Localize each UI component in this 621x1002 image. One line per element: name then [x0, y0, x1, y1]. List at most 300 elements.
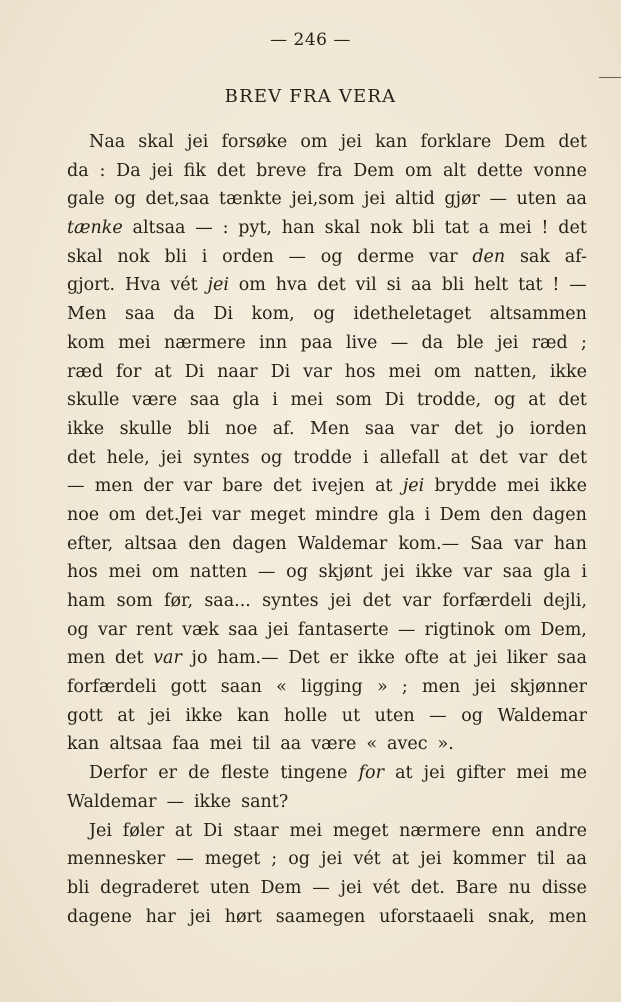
- word: forsøke: [221, 132, 288, 152]
- word: aa: [566, 849, 587, 870]
- word: var: [97, 619, 127, 640]
- word: der: [143, 476, 174, 497]
- word: gla: [387, 504, 416, 525]
- word: om: [238, 275, 266, 296]
- word: det: [273, 476, 302, 497]
- word: hos: [67, 562, 98, 583]
- word: »: [376, 677, 388, 698]
- word: ham: [67, 591, 106, 611]
- word: det.Jei: [145, 504, 203, 525]
- word: jei: [475, 648, 498, 669]
- word: i: [201, 246, 208, 267]
- word: Derfor: [89, 763, 148, 784]
- word: dette: [476, 160, 523, 181]
- word: ræd: [531, 332, 568, 353]
- word: degraderet: [100, 877, 200, 898]
- word: —: [257, 562, 276, 583]
- word: nu: [508, 877, 531, 898]
- word: nærmere: [399, 820, 481, 841]
- word: bli: [412, 218, 435, 239]
- word: uforstaaeli: [379, 906, 475, 927]
- word: Di: [213, 304, 233, 325]
- word: skulle: [67, 390, 120, 411]
- word: pyt,: [238, 218, 272, 239]
- word: om: [300, 132, 328, 152]
- word: syntes: [262, 591, 319, 611]
- word: bare: [222, 476, 263, 497]
- word: Saa: [470, 533, 504, 554]
- word: tat: [444, 218, 469, 239]
- word: idetheletaget: [353, 304, 472, 325]
- text-line: [67, 788, 587, 817]
- word: Dem: [260, 877, 302, 898]
- word: i: [581, 562, 587, 583]
- word: ligging: [301, 677, 363, 698]
- word: trodde,: [416, 390, 482, 411]
- word: har: [145, 906, 176, 927]
- word: altsammen: [489, 304, 587, 325]
- word: —: [569, 275, 587, 296]
- word: fik: [183, 160, 206, 181]
- word: ble: [456, 332, 484, 353]
- word: saamegen: [275, 906, 366, 927]
- word: var: [463, 562, 493, 583]
- word: kom: [67, 332, 105, 353]
- word: til: [252, 734, 271, 755]
- word: jei: [363, 189, 386, 210]
- word: aa: [280, 734, 302, 755]
- word: at: [450, 447, 469, 468]
- word: jei: [267, 619, 289, 640]
- word: og: [461, 705, 483, 726]
- word: tingene: [280, 763, 348, 784]
- word: den: [472, 246, 506, 267]
- word: brydde: [434, 476, 497, 497]
- word: bli: [441, 275, 465, 296]
- word: hos: [344, 361, 376, 382]
- word: avec: [387, 734, 428, 755]
- word: nok: [117, 246, 150, 267]
- word: sak: [519, 246, 550, 267]
- word: Waldemar: [497, 705, 587, 726]
- word: mei: [388, 361, 421, 382]
- word: natten,: [473, 361, 537, 382]
- word: skulle: [119, 418, 172, 439]
- word: :: [99, 160, 106, 181]
- text-line: [67, 157, 587, 186]
- word: mei: [209, 734, 243, 755]
- word: Det: [288, 648, 320, 669]
- word: og: [288, 849, 310, 870]
- text-line: [67, 128, 587, 157]
- word: andre: [535, 820, 587, 841]
- word: mei: [290, 390, 324, 411]
- text-line: [67, 644, 587, 673]
- word: skjønner: [510, 677, 587, 698]
- text-line: [67, 300, 587, 329]
- word: altsaa: [124, 533, 178, 554]
- word: var: [183, 476, 213, 497]
- text-line: [67, 472, 587, 501]
- word: Da: [116, 160, 141, 181]
- word: saa: [557, 648, 587, 669]
- word: kan: [67, 734, 100, 755]
- word: jei: [329, 591, 352, 611]
- word: men: [94, 476, 133, 497]
- word: i: [424, 504, 431, 525]
- word: ut: [341, 705, 361, 726]
- word: !: [541, 218, 549, 239]
- text-line: [67, 444, 587, 473]
- word: mindre: [315, 504, 379, 525]
- word: jei: [151, 160, 173, 181]
- word: kan: [237, 705, 270, 726]
- word: Dem,: [540, 619, 587, 640]
- word: det: [479, 447, 508, 468]
- word: tat: [518, 275, 543, 296]
- word: vonne: [533, 160, 587, 181]
- word: Di: [270, 361, 291, 382]
- word: mei: [506, 476, 540, 497]
- word: snak,: [488, 906, 535, 927]
- word: saa...: [204, 591, 251, 611]
- word: fleste: [220, 763, 270, 784]
- word: Hva: [124, 275, 161, 296]
- word: det: [216, 160, 246, 181]
- word: var: [153, 648, 182, 669]
- word: i: [272, 390, 278, 411]
- word: mei: [516, 763, 549, 784]
- text-line: [67, 558, 587, 587]
- word: kan: [375, 132, 408, 152]
- word: være: [311, 734, 357, 755]
- word: jo: [191, 648, 208, 669]
- word: gla: [232, 390, 260, 411]
- word: live: [345, 332, 378, 353]
- text-line: [67, 759, 587, 788]
- word: natten: [189, 562, 248, 583]
- word: kom.—: [398, 533, 460, 554]
- word: vét: [353, 849, 381, 870]
- word: gjort.: [67, 275, 116, 296]
- text-line: [67, 587, 587, 616]
- word: liker: [506, 648, 548, 669]
- word: om: [405, 160, 433, 181]
- word: nok: [370, 218, 403, 239]
- word: mei: [118, 332, 151, 353]
- word: nærmere: [163, 332, 246, 353]
- word: han: [281, 218, 315, 239]
- word: mei: [499, 218, 532, 239]
- word: det: [558, 218, 587, 239]
- word: skal: [67, 246, 103, 267]
- word: det: [558, 447, 587, 468]
- word: bli: [187, 418, 210, 439]
- word: saa: [502, 562, 533, 583]
- word: rent: [135, 619, 173, 640]
- word: gla: [543, 562, 571, 583]
- word: Jei: [89, 820, 112, 841]
- word: at: [391, 849, 410, 870]
- word: det,saa: [145, 189, 210, 210]
- word: i: [363, 447, 369, 468]
- word: da: [173, 304, 195, 325]
- word: at: [174, 820, 193, 841]
- word: meget: [250, 504, 306, 525]
- word: og: [493, 390, 516, 411]
- word: allefall: [379, 447, 440, 468]
- word: naar: [217, 361, 258, 382]
- word: tænkte: [219, 189, 282, 210]
- word: Bare: [455, 877, 498, 898]
- word: Men: [309, 418, 350, 439]
- word: at: [117, 705, 135, 726]
- word: jei: [149, 705, 171, 726]
- word: meget: [332, 820, 389, 841]
- word: orden: [222, 246, 274, 267]
- text-line: [67, 501, 587, 530]
- word: som: [335, 390, 372, 411]
- word: ofte: [404, 648, 439, 669]
- word: ikke: [193, 791, 232, 812]
- word: altsaa: [132, 218, 186, 239]
- word: trodde: [293, 447, 353, 468]
- text-line: [67, 358, 587, 387]
- word: fra: [317, 160, 343, 181]
- text-line: [67, 243, 587, 272]
- word: skal: [138, 132, 174, 152]
- page-number: — 246 —: [270, 30, 351, 50]
- word: ham.—: [217, 648, 279, 669]
- word: jei: [321, 849, 343, 870]
- word: altid: [394, 189, 435, 210]
- word: var: [211, 504, 241, 525]
- word: vét: [170, 275, 198, 296]
- word: at: [528, 390, 546, 411]
- word: forfærdeli: [442, 591, 532, 611]
- word: det: [67, 447, 96, 468]
- word: hva: [275, 275, 308, 296]
- word: af.: [272, 418, 295, 439]
- word: gale: [67, 189, 105, 210]
- word: dagene: [67, 906, 132, 927]
- page-edge-mark: [599, 77, 621, 78]
- word: jei: [423, 763, 446, 784]
- word: aa: [410, 275, 432, 296]
- word: og: [313, 304, 335, 325]
- word: —: [489, 189, 507, 210]
- word: af-: [564, 246, 587, 267]
- word: holle: [283, 705, 328, 726]
- word: —: [67, 476, 85, 497]
- word: er: [329, 648, 349, 669]
- word: bli: [67, 877, 90, 898]
- word: og: [260, 447, 283, 468]
- word: «: [276, 677, 287, 698]
- word: sant?: [241, 791, 289, 812]
- word: de: [188, 763, 210, 784]
- word: mei: [108, 562, 142, 583]
- word: uten: [374, 705, 415, 726]
- word: si: [386, 275, 402, 296]
- word: den: [490, 504, 523, 525]
- word: jei: [496, 332, 519, 353]
- word: da: [421, 332, 444, 353]
- word: noe: [67, 504, 100, 525]
- word: gott: [67, 705, 103, 726]
- word: helt: [473, 275, 509, 296]
- text-line: [67, 903, 587, 932]
- word: var: [303, 361, 332, 382]
- word: ivejen: [311, 476, 365, 497]
- text-line: [67, 817, 587, 846]
- word: —: [176, 849, 194, 870]
- word: jei: [474, 677, 496, 698]
- word: væk: [182, 619, 220, 640]
- word: kommer: [452, 849, 526, 870]
- word: ».: [437, 734, 454, 755]
- word: om: [503, 619, 532, 640]
- word: kom,: [251, 304, 295, 325]
- word: :: [222, 218, 229, 239]
- word: Di: [203, 820, 223, 841]
- word: —: [195, 218, 213, 239]
- word: jei: [186, 132, 209, 152]
- word: om: [151, 562, 179, 583]
- word: og: [67, 619, 89, 640]
- word: altsaa: [109, 734, 163, 755]
- word: være: [132, 390, 178, 411]
- word: saa: [189, 390, 220, 411]
- text-line: [67, 415, 587, 444]
- word: saa: [228, 619, 259, 640]
- word: a: [478, 218, 490, 239]
- word: jei: [420, 849, 442, 870]
- text-line: [67, 185, 587, 214]
- word: disse: [541, 877, 587, 898]
- text-line: [67, 329, 587, 358]
- word: —: [397, 619, 416, 640]
- word: var: [410, 418, 439, 439]
- word: —: [390, 332, 409, 353]
- text-line: [67, 702, 587, 731]
- word: saa: [124, 304, 155, 325]
- word: bli: [164, 246, 187, 267]
- word: om: [433, 361, 462, 382]
- word: ikke: [549, 361, 587, 382]
- word: dagen: [532, 504, 587, 525]
- word: faa: [172, 734, 200, 755]
- word: men: [67, 648, 106, 669]
- word: vil: [355, 275, 377, 296]
- letter-body: [67, 128, 587, 931]
- text-line: [67, 530, 587, 559]
- word: vét: [372, 877, 400, 898]
- word: jei: [207, 275, 229, 296]
- word: da: [67, 160, 89, 181]
- word: føler: [122, 820, 165, 841]
- word: dejli,: [543, 591, 587, 611]
- word: mennesker: [67, 849, 166, 870]
- word: det.: [410, 877, 445, 898]
- word: hørt: [224, 906, 262, 927]
- word: var: [428, 246, 458, 267]
- word: var: [518, 447, 548, 468]
- word: meget: [204, 849, 261, 870]
- word: ;: [581, 332, 587, 353]
- word: det: [317, 275, 346, 296]
- word: skal: [324, 218, 361, 239]
- word: ikke: [357, 648, 395, 669]
- word: at: [448, 648, 467, 669]
- word: gjør: [444, 189, 480, 210]
- word: ;: [271, 849, 278, 870]
- word: syntes: [193, 447, 250, 468]
- word: ;: [401, 677, 408, 698]
- word: det: [558, 132, 587, 152]
- word: den: [188, 533, 222, 554]
- word: og: [114, 189, 136, 210]
- letter-title: BREV FRA VERA: [224, 86, 397, 107]
- word: ikke: [67, 418, 105, 439]
- word: det: [558, 390, 587, 411]
- text-line: [67, 874, 587, 903]
- word: !: [552, 275, 560, 296]
- word: at: [395, 763, 413, 784]
- word: at: [154, 361, 172, 382]
- word: det: [454, 418, 483, 439]
- word: Di: [184, 361, 205, 382]
- word: alt: [442, 160, 467, 181]
- text-line: [67, 271, 587, 300]
- word: aa: [566, 189, 587, 210]
- word: mei: [289, 820, 323, 841]
- word: ikke: [549, 476, 587, 497]
- word: tænke: [67, 218, 123, 239]
- word: jei: [189, 906, 211, 927]
- word: om: [108, 504, 136, 525]
- word: —: [166, 791, 184, 812]
- word: men: [422, 677, 461, 698]
- word: paa: [300, 332, 333, 353]
- word: me: [560, 763, 587, 784]
- text-line: [67, 214, 587, 243]
- word: ikke: [415, 562, 453, 583]
- word: inn: [259, 332, 288, 353]
- word: Naa: [89, 132, 126, 152]
- word: som: [116, 591, 153, 611]
- word: enn: [491, 820, 525, 841]
- word: jei: [160, 447, 183, 468]
- word: staar: [233, 820, 279, 841]
- word: noe: [225, 418, 258, 439]
- word: «: [366, 734, 378, 755]
- word: ræd: [67, 361, 104, 382]
- word: før,: [164, 591, 194, 611]
- word: hele,: [106, 447, 150, 468]
- word: Men: [67, 304, 107, 325]
- word: iorden: [529, 418, 587, 439]
- word: ikke: [185, 705, 223, 726]
- word: saa: [364, 418, 395, 439]
- word: forklare: [420, 132, 492, 152]
- word: men: [548, 906, 587, 927]
- word: jei: [340, 877, 362, 898]
- word: saan: [220, 677, 262, 698]
- word: forfærdeli: [67, 677, 157, 698]
- word: rigtinok: [424, 619, 495, 640]
- word: han: [553, 533, 587, 554]
